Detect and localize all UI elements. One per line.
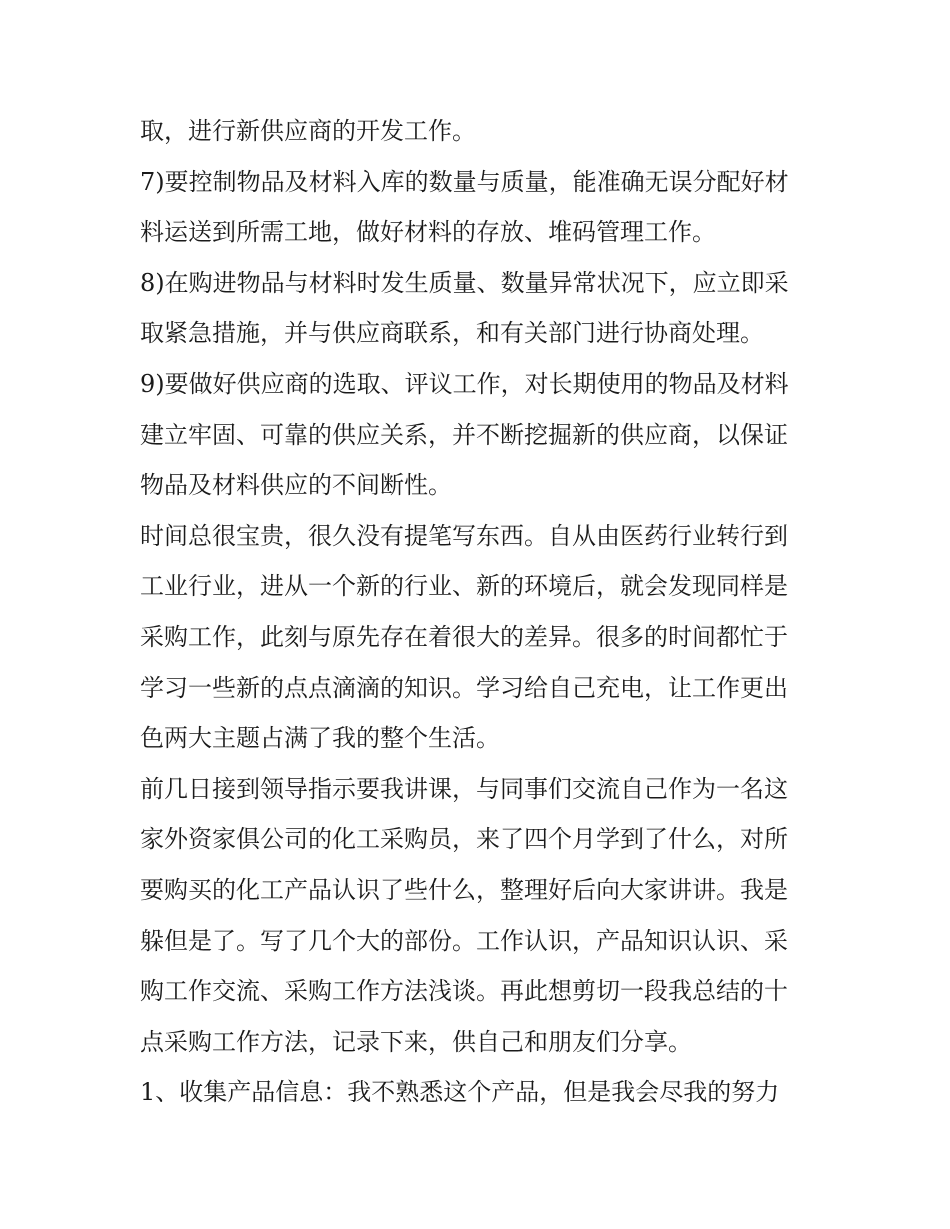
text-line: 物品及材料供应的不间断性。 [140,471,452,500]
text-line: 采购工作，此刻与原先存在着很大的差异。很多的时间都忙于 [140,622,788,651]
text-line: 取紧急措施，并与供应商联系，和有关部门进行协商处理。 [140,319,764,348]
text-line: 1、收集产品信息：我不熟悉这个产品，但是我会尽我的努力 [140,1078,780,1107]
text-line: 时间总很宝贵，很久没有提笔写东西。自从由医药行业转行到 [140,521,788,550]
text-line: 建立牢固、可靠的供应关系，并不断挖掘新的供应商，以保证 [140,420,788,449]
text-line: 7)要控制物品及材料入库的数量与质量，能准确无误分配好材 [140,167,789,196]
text-line: 前几日接到领导指示要我讲课，与同事们交流自己作为一名这 [140,774,788,803]
text-line: 家外资家俱公司的化工采购员，来了四个月学到了什么，对所 [140,825,788,854]
text-line: 工业行业，进从一个新的行业、新的环境后，就会发现同样是 [140,572,788,601]
text-line: 色两大主题占满了我的整个生活。 [140,724,500,753]
text-line: 躲但是了。写了几个大的部份。工作认识，产品知识认识、采 [140,926,788,955]
text-line: 9)要做好供应商的选取、评议工作，对长期使用的物品及材料 [140,369,789,398]
body-text [140,106,820,1118]
text-line: 8)在购进物品与材料时发生质量、数量异常状况下，应立即采 [140,268,789,297]
text-line: 学习一些新的点点滴滴的知识。学习给自己充电，让工作更出 [140,673,788,702]
text-line: 点采购工作方法，记录下来，供自己和朋友们分享。 [140,1027,692,1056]
text-line: 购工作交流、采购工作方法浅谈。再此想剪切一段我总结的十 [140,977,788,1006]
text-line: 要购买的化工产品认识了些什么，整理好后向大家讲讲。我是 [140,875,788,904]
text-line: 料运送到所需工地，做好材料的存放、堆码管理工作。 [140,218,716,247]
text-line: 取，进行新供应商的开发工作。 [140,117,476,145]
